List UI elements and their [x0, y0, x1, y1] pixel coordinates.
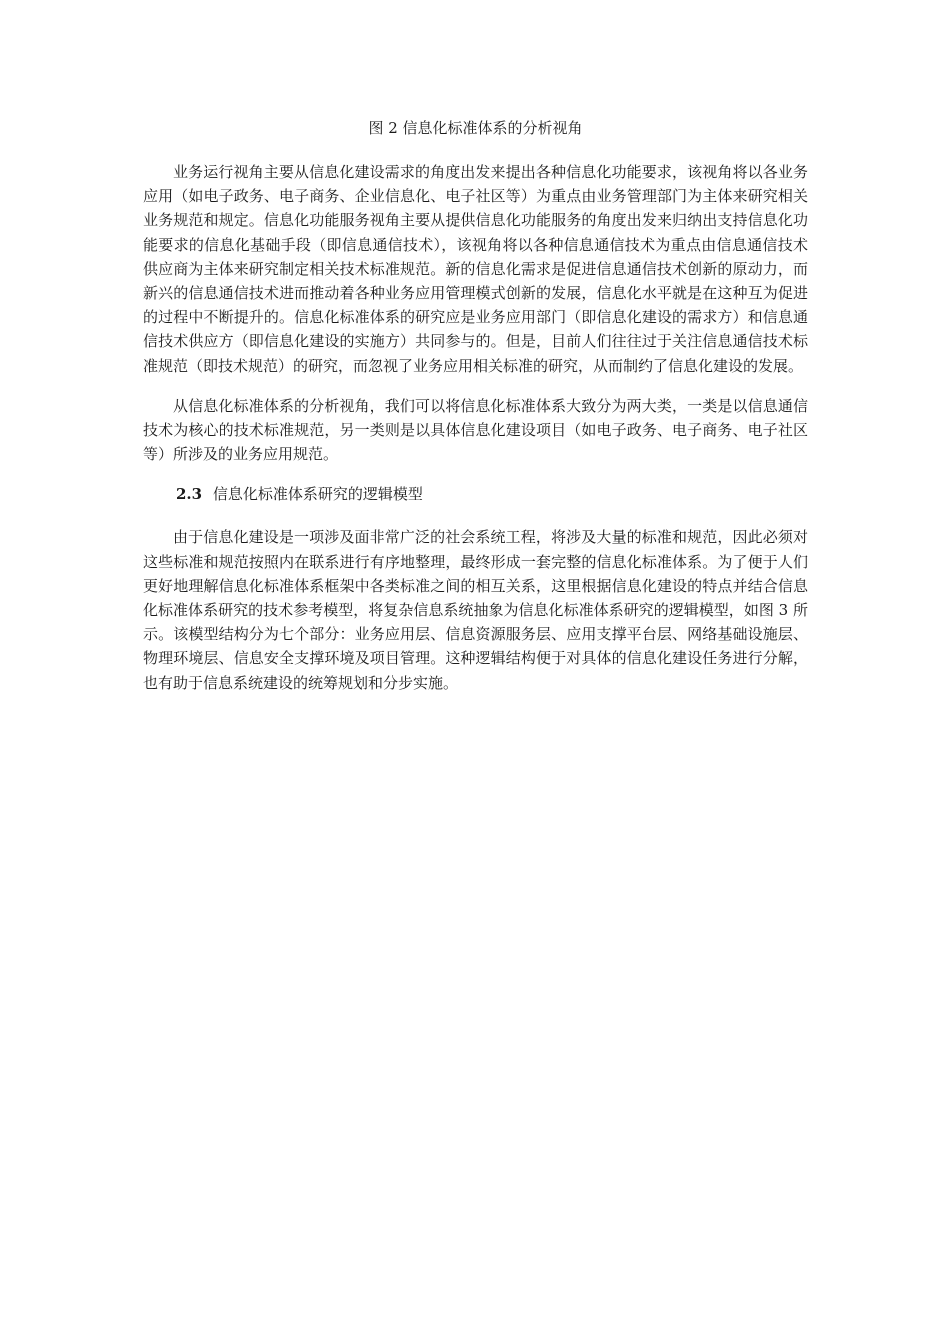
section-title: 信息化标准体系研究的逻辑模型 — [212, 485, 423, 504]
body-paragraph: 业务运行视角主要从信息化建设需求的角度出发来提出各种信息化功能要求，该视角将以各业务应用（如电子政务、电子商务、企业信息化、电子社区等）为重点由业务管理部门为主体来研究相关业务规范和规定。信息化功能服务视角主要从提供信息化功能服务的角度出发来归纳出支持信息化功能要求的信息化基础手段（即信息通信技术），该视角将以各种信息通信技术为重点由信息通信技术供应商为主体来研究制定相关技术标准规范。新的信息化需求是促进信息通信技术创新的原动力，而新兴的信息通信技术进而推动着各种业务应用管理模式创新的发展，信息化水平就是在这种互为促进的过程中不断提升的。信息化标准体系的研究应是业务应用部门（即信息化建设的需求方）和信息通信技术供应方（即信息化建设的实施方）共同参与的。但是，目前人们往往过于关注信息通信技术标准规范（即技术规范）的研究，而忽视了业务应用相关标准的研究，从而制约了信息化建设的发展。 — [143, 163, 808, 375]
body-paragraph: 从信息化标准体系的分析视角，我们可以将信息化标准体系大致分为两大类，一类是以信息通信技术为核心的技术标准规范，另一类则是以具体信息化建设项目（如电子政务、电子商务、电子社区等）所涉及的业务应用规范。 — [143, 396, 808, 464]
figure-caption: 图 2 信息化标准体系的分析视角 — [368, 119, 583, 137]
body-paragraph: 由于信息化建设是一项涉及面非常广泛的社会系统工程，将涉及大量的标准和规范，因此必须对这些标准和规范按照内在联系进行有序地整理，最终形成一套完整的信息化标准体系。为了便于人们更好地理解信息化标准体系框架中各类标准之间的相互关系，这里根据信息化建设的特点并结合信息化标准体系研究的技术参考模型，将复杂信息系统抽象为信息化标准体系研究的逻辑模型，如图 3 所示。该模型结构分为七个部分：业务应用层、信息资源服务层、应用支撑平台层、网络基础设施层、物理环境层、信息安全支撑环境及项目管理。这种逻辑结构便于对具体的信息化建设任务进行分解，也有助于信息系统建设的统筹规划和分步实施。 — [143, 528, 808, 692]
section-number: 2.3 — [176, 485, 203, 504]
document-body — [143, 116, 808, 711]
section-heading — [143, 482, 808, 506]
